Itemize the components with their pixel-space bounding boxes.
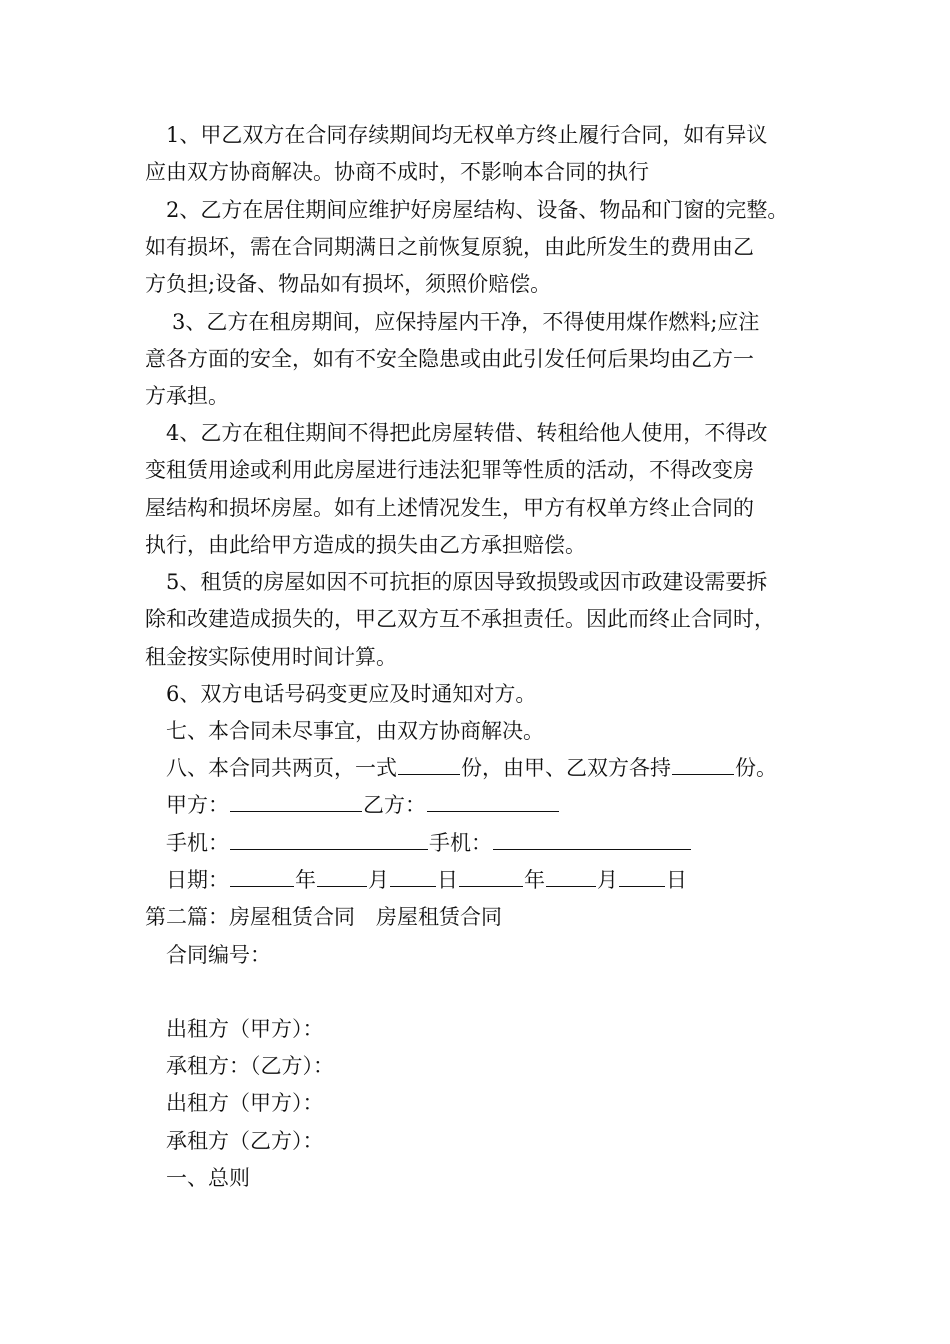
phone-line	[166, 825, 692, 862]
lessee-line-2: 承租方（乙方）：	[166, 1129, 324, 1153]
clause-2-line-2: 如有损坏，需在合同期满日之前恢复原貌，由此所发生的费用由乙	[145, 235, 754, 259]
clause-5-line-1: 5、租赁的房屋如因不可抗拒的原因导致损毁或因市政建设需要拆	[166, 570, 768, 594]
phone-a-blank	[230, 827, 428, 850]
phone-b-label: 手机：	[429, 831, 492, 855]
date-line	[166, 862, 687, 899]
month-b-blank	[546, 864, 596, 887]
clause-5-line-2: 除和改建造成损失的，甲乙双方互不承担责任。因此而终止合同时，	[145, 607, 775, 631]
party-a-label: 甲方：	[166, 793, 229, 817]
clause-4-line-3: 屋结构和损坏房屋。如有上述情况发生，甲方有权单方终止合同的	[145, 496, 754, 520]
year-a-blank	[230, 864, 294, 887]
month-a-blank	[317, 864, 367, 887]
clause-2-line-3: 方负担;设备、物品如有损坏，须照价赔偿。	[145, 272, 552, 296]
clause-3-line-2: 意各方面的安全，如有不安全隐患或由此引发任何后果均由乙方一	[145, 347, 754, 371]
clause-8	[166, 750, 777, 787]
day-a-label: 日	[437, 868, 458, 892]
clause-3-line-3: 方承担。	[145, 384, 229, 408]
year-b-blank	[459, 864, 523, 887]
clause-8-part-1: 八、本合同共两页，一式	[166, 756, 397, 780]
lessor-line-2: 出租方（甲方）：	[166, 1091, 324, 1115]
clause-4-line-1: 4、乙方在租住期间不得把此房屋转借、转租给他人使用，不得改	[166, 421, 768, 445]
year-b-label: 年	[524, 868, 545, 892]
day-b-label: 日	[666, 868, 687, 892]
clause-1-line-2: 应由双方协商解决。协商不成时，不影响本合同的执行	[145, 160, 649, 184]
copies-blank	[398, 752, 460, 775]
party-b-blank	[427, 789, 559, 812]
clause-2-line-1: 2、乙方在居住期间应维护好房屋结构、设备、物品和门窗的完整。	[166, 198, 789, 222]
contract-number-label: 合同编号：	[166, 943, 271, 967]
second-section-heading: 第二篇：房屋租赁合同 房屋租赁合同	[145, 905, 502, 929]
month-b-label: 月	[597, 868, 618, 892]
year-a-label: 年	[295, 868, 316, 892]
day-a-blank	[390, 864, 436, 887]
lessee-line-1: 承租方：（乙方）：	[166, 1054, 334, 1078]
copies-each-blank	[672, 752, 734, 775]
month-a-label: 月	[368, 868, 389, 892]
lessor-line-1: 出租方（甲方）：	[166, 1017, 324, 1041]
clause-4-line-4: 执行，由此给甲方造成的损失由乙方承担赔偿。	[145, 533, 586, 557]
general-provisions-heading: 一、总则	[166, 1166, 250, 1190]
clause-4-line-2: 变租赁用途或利用此房屋进行违法犯罪等性质的活动，不得改变房	[145, 458, 754, 482]
clause-6: 6、双方电话号码变更应及时通知对方。	[166, 682, 537, 706]
clause-5-line-3: 租金按实际使用时间计算。	[145, 645, 397, 669]
clause-3-line-1: 3、乙方在租房期间，应保持屋内干净，不得使用煤作燃料;应注	[172, 310, 760, 334]
date-label: 日期：	[166, 868, 229, 892]
day-b-blank	[619, 864, 665, 887]
clause-1-line-1: 1、甲乙双方在合同存续期间均无权单方终止履行合同，如有异议	[166, 123, 768, 147]
phone-a-label: 手机：	[166, 831, 229, 855]
party-a-blank	[230, 789, 362, 812]
clause-7: 七、本合同未尽事宜，由双方协商解决。	[166, 719, 544, 743]
clause-8-part-3: 份。	[735, 756, 777, 780]
phone-b-blank	[493, 827, 691, 850]
clause-8-part-2: 份，由甲、乙双方各持	[461, 756, 671, 780]
party-signature-line	[166, 787, 560, 824]
party-b-label: 乙方：	[363, 793, 426, 817]
